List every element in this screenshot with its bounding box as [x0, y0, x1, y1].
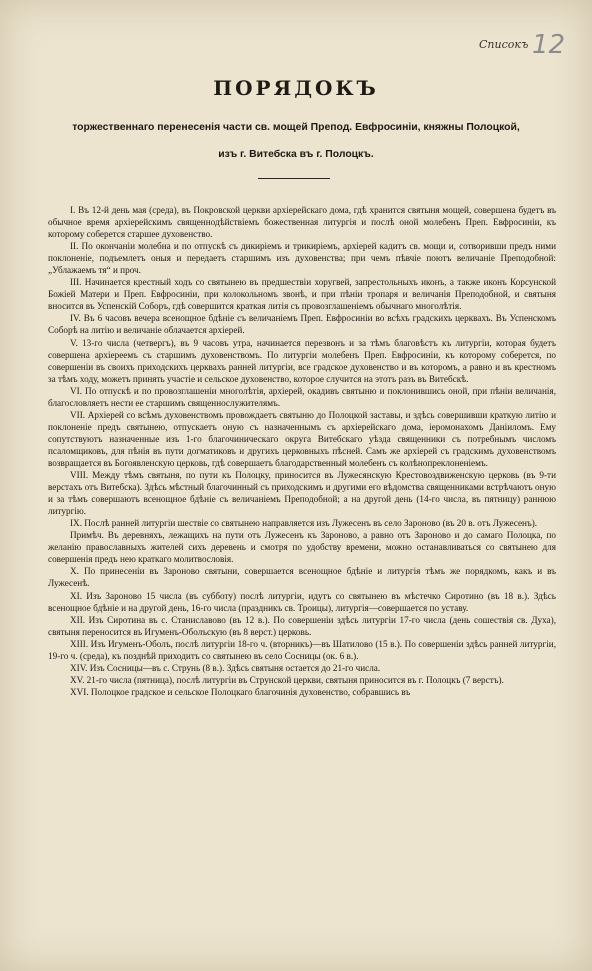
paragraph-2: II. По окончаніи молебна и по отпускѣ съ дикиріемъ и трикиріемъ, архіерей кадитъ св. мощи и, сотворивши предъ ними поклоненіе, подъемлетъ оныя и передаетъ старшимъ изъ духовенства; при чемъ пѣвчіе поютъ величаніе Преподобной: „Ублажаемъ тя“ и проч.	[48, 241, 556, 276]
list-stamp: Списокъ	[479, 38, 529, 51]
paragraph-7: VII. Архіерей со всѣмъ духовенствомъ провождаетъ святыню до Полоцкой заставы, и здѣсь совершивши краткую литію и поклоненіе предъ святынею, отпускаетъ оную съ назначеннымъ съ архіерейскаго дома, іеромонахомъ Даніиломъ. Ему сопутствуютъ назначенные изъ 1-го благочиническаго округа Витебскаго уѣзда священники съ потребнымъ числомъ псаломщиковъ, для пѣнія въ пути догматиковъ и другихъ церковныхъ пѣсней. Самъ же архіерей съ градскимъ духовенствомъ возвращается въ Богоявленскую церковь, гдѣ совершаетъ благодарственный молебенъ съ колѣнопреклоненіемъ.	[48, 409, 556, 468]
paragraph-1: I. Въ 12-й день мая (среда), въ Покровской церкви архіерейскаго дома, гдѣ хранится святыня мощей, совершена будетъ въ обычное время архіерейскимъ священнодѣйствіемъ божественная литургія и послѣ оной молебенъ Преп. Евфросиніи, къ которому соберется старшее духовенство.	[48, 205, 556, 240]
paragraph-14: XIV. Изъ Сосницы—въ с. Струнь (8 в.). Здѣсь святыня остается до 21-го числа.	[70, 662, 381, 673]
paragraph-13: XIII. Изъ Игуменъ-Оболъ, послѣ литургіи 18-го ч. (вторникъ)—въ Шатилово (15 в.). По совершеніи здѣсь ранней литургіи, 19-го ч. (среда), къ позднѣй приходитъ со святынею въ село Сосницы (ок. 6 в.).	[48, 638, 556, 661]
paragraph-5: V. 13-го числа (четвергъ), въ 9 часовъ утра, начинается перезвонъ и за тѣмъ благовѣстъ къ литургіи, которая будетъ совершена архіереемъ съ старшимъ духовенствомъ. По литургіи молебенъ Преп. Евфросиніи, къ которому соберется, по совершеніи въ своихъ приходскихъ церквахъ ранней литургіи, все градское духовенство и въ которомъ, а равно и въ крестномъ за тѣмъ ходу, можетъ принять участіе и сельское духовенство, которое случится на этотъ разъ въ Витебскѣ.	[48, 337, 556, 384]
divider	[258, 178, 330, 179]
paragraph-3: III. Начинается крестный ходъ со святынею въ предшествіи хоругвей, запрестольныхъ иконъ, а также иконъ Корсунской Божіей Матери и Преп. Евфросиніи, при колокольномъ звонѣ, и при пѣніи тропаря и величанія Преподобной, и святыня вносится въ Успенскій Соборъ, гдѣ совершится краткая литія съ провозглашеніемъ обычнаго многолѣтія.	[48, 277, 556, 312]
paragraph-8: VIII. Между тѣмъ святыня, по пути къ Полоцку, приносится въ Лужесянскую Крестовоздвиженскую церковь (въ 9-ти верстахъ отъ Витебска). Здѣсь мѣстный благочинный съ приходскимъ и другими его вѣдомства священниками встрѣчаютъ оную и за тѣмъ совершаютъ всенощное бдѣніе съ величаніемъ Преподобной; а на другой день (14-го числа, въ пятницу) раннюю литургію.	[48, 470, 556, 517]
document-body	[48, 204, 556, 698]
paragraph-15: XV. 21-го числа (пятница), послѣ литургіи въ Струнской церкви, святыня приносится въ г. Полоцкъ (7 верстъ).	[70, 674, 504, 685]
subtitle-line-2: изъ г. Витебска въ г. Полоцкъ.	[218, 149, 374, 160]
paragraph-12: XII. Изъ Сиротина въ с. Станиславово (въ 12 в.). По совершеніи здѣсь литургіи 17-го числа (день сошествія св. Духа), святыня переносится въ Игуменъ-Оболъскую (въ 8 верст.) церковь.	[48, 614, 556, 637]
subtitle-line-1: торжественнаго перенесенія части св. мощей Препод. Евфросиніи, княжны Полоцкой,	[72, 122, 520, 133]
paragraph-16: XVI. Полоцкое градское и сельское Полоцкаго благочинія духовенство, собравшись въ	[70, 686, 411, 697]
paragraph-9: IX. Послѣ ранней литургіи шествіе со святынею направляется изъ Лужесенъ въ село Зароново (въ 20 в. отъ Лужесенъ).	[70, 518, 538, 529]
paragraph-note: Примѣч. Въ деревняхъ, лежащихъ на пути отъ Лужесенъ къ Зароново, а равно отъ Зароново и до самаго Полоцка, по желанію православныхъ жителей сихъ деревень и смотря по удобству времени, можно останавливаться со святынею для совершенія предъ нею краткаго молитвословія.	[48, 530, 556, 565]
paragraph-6: VI. По отпускѣ и по провозглашеніи многолѣтія, архіерей, окадивъ святыню и поклонившись оной, при пѣніи величанія, благословляетъ нести ее старшимъ священнослужителямъ.	[48, 385, 556, 408]
page-title: ПОРЯДОКЪ	[213, 76, 379, 100]
page-number: 12	[532, 30, 566, 60]
paragraph-10: X. По принесеніи въ Зароново святыни, совершается всенощное бдѣніе и литургія тѣмъ же порядкомъ, какъ и въ Лужесенѣ.	[48, 566, 556, 589]
paragraph-11: XI. Изъ Зароново 15 числа (въ субботу) послѣ литургіи, идутъ со святынею въ мѣстечко Сиротино (въ 18 в.). Здѣсь всенощное бдѣніе и на другой день, 16-го числа (праздникъ св. Троицы), литургія—совершается по уставу.	[48, 590, 556, 613]
paragraph-4: IV. Въ 6 часовъ вечера всенощное бдѣніе съ величаніемъ Преп. Евфросиніи во всѣхъ градскихъ церквахъ. Въ Успенскомъ Соборѣ на литію и величаніе облачается архіерей.	[48, 313, 556, 336]
